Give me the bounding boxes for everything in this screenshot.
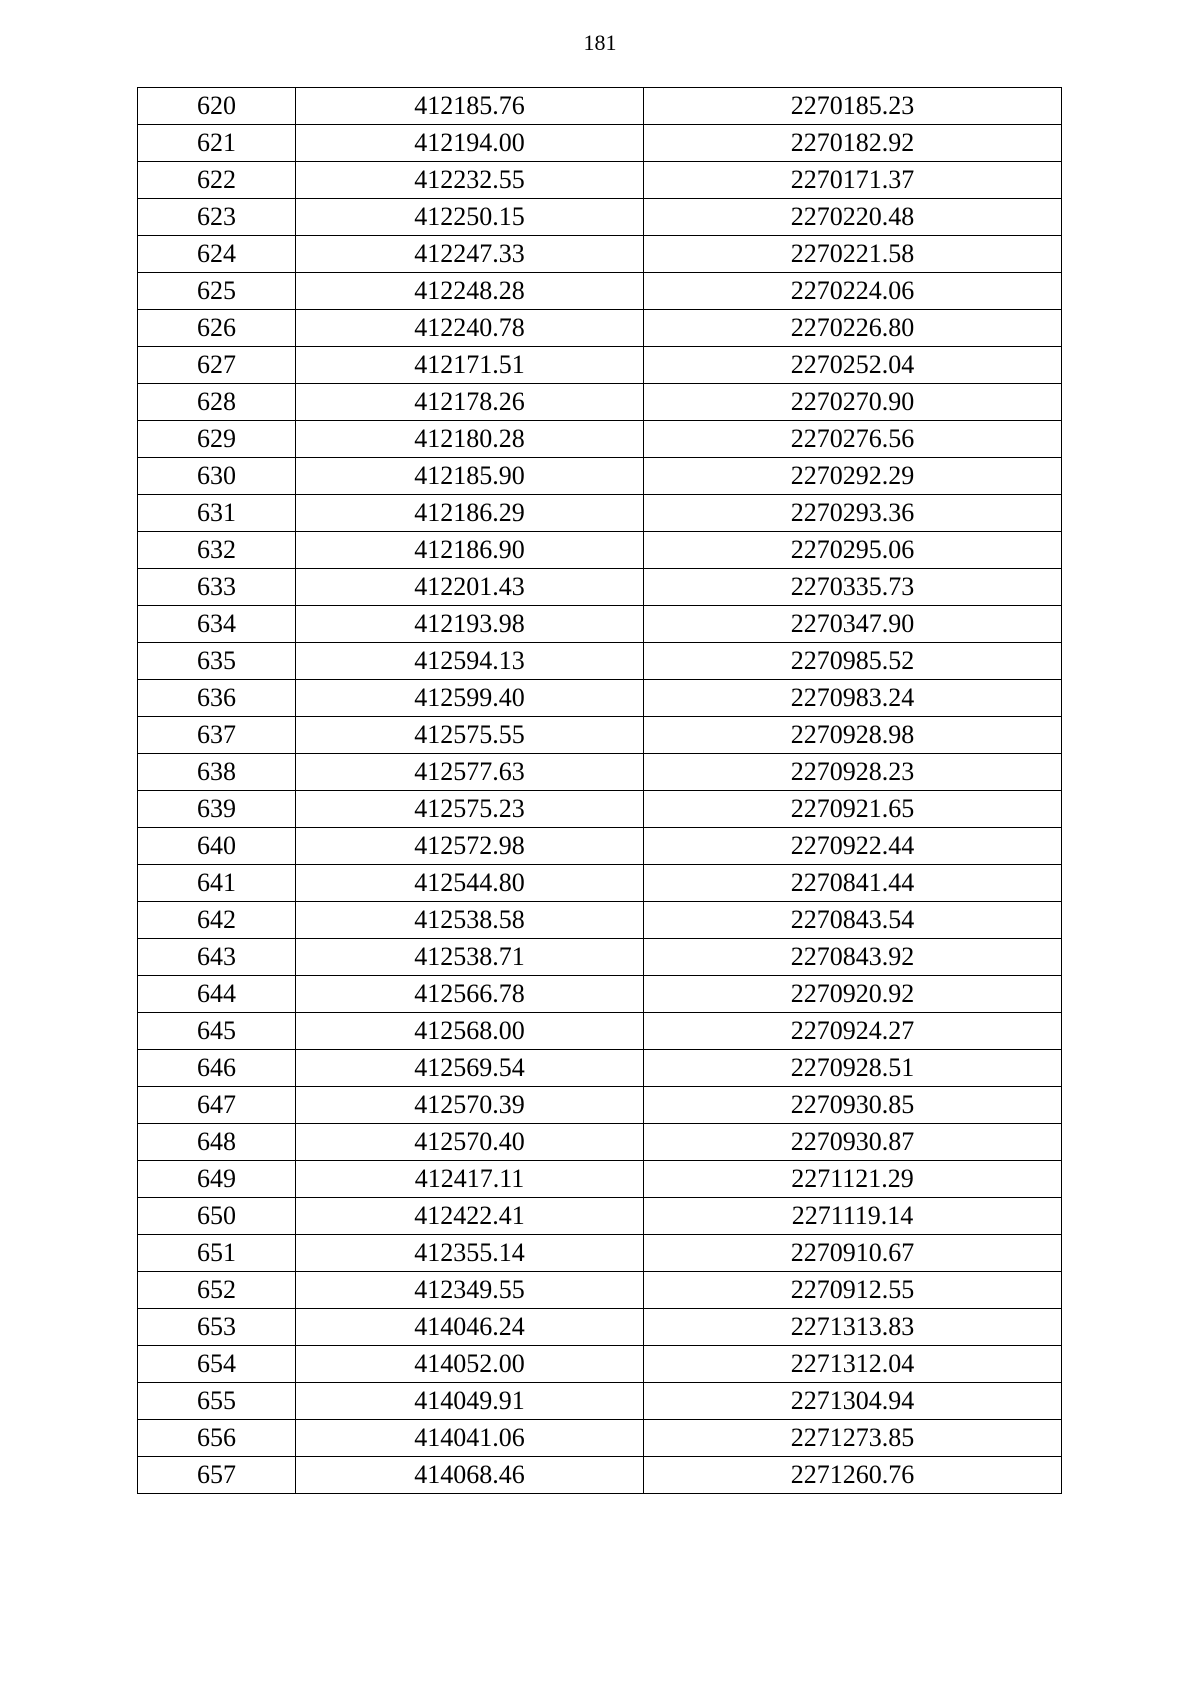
y-coordinate-cell: 2271121.29 — [644, 1161, 1062, 1198]
table-row — [138, 532, 1062, 569]
point-number-cell: 636 — [138, 680, 296, 717]
table-row — [138, 273, 1062, 310]
coordinates-table — [137, 87, 1062, 1494]
y-coordinate-cell: 2270924.27 — [644, 1013, 1062, 1050]
table-row — [138, 1457, 1062, 1494]
x-coordinate-cell: 414046.24 — [296, 1309, 644, 1346]
table-row — [138, 1420, 1062, 1457]
table-row — [138, 1309, 1062, 1346]
y-coordinate-cell: 2270270.90 — [644, 384, 1062, 421]
point-number-cell: 628 — [138, 384, 296, 421]
x-coordinate-cell: 412575.55 — [296, 717, 644, 754]
y-coordinate-cell: 2270921.65 — [644, 791, 1062, 828]
y-coordinate-cell: 2270843.54 — [644, 902, 1062, 939]
table-row — [138, 902, 1062, 939]
y-coordinate-cell: 2270171.37 — [644, 162, 1062, 199]
point-number-cell: 641 — [138, 865, 296, 902]
x-coordinate-cell: 412201.43 — [296, 569, 644, 606]
point-number-cell: 656 — [138, 1420, 296, 1457]
table-row — [138, 1235, 1062, 1272]
point-number-cell: 645 — [138, 1013, 296, 1050]
x-coordinate-cell: 412577.63 — [296, 754, 644, 791]
x-coordinate-cell: 412538.71 — [296, 939, 644, 976]
point-number-cell: 634 — [138, 606, 296, 643]
y-coordinate-cell: 2270928.23 — [644, 754, 1062, 791]
x-coordinate-cell: 412247.33 — [296, 236, 644, 273]
point-number-cell: 621 — [138, 125, 296, 162]
y-coordinate-cell: 2270252.04 — [644, 347, 1062, 384]
y-coordinate-cell: 2270922.44 — [644, 828, 1062, 865]
y-coordinate-cell: 2270292.29 — [644, 458, 1062, 495]
y-coordinate-cell: 2271313.83 — [644, 1309, 1062, 1346]
x-coordinate-cell: 412232.55 — [296, 162, 644, 199]
table-row — [138, 125, 1062, 162]
y-coordinate-cell: 2270928.98 — [644, 717, 1062, 754]
point-number-cell: 643 — [138, 939, 296, 976]
y-coordinate-cell: 2270221.58 — [644, 236, 1062, 273]
y-coordinate-cell: 2270930.85 — [644, 1087, 1062, 1124]
point-number-cell: 635 — [138, 643, 296, 680]
x-coordinate-cell: 412570.40 — [296, 1124, 644, 1161]
x-coordinate-cell: 412171.51 — [296, 347, 644, 384]
point-number-cell: 639 — [138, 791, 296, 828]
point-number-cell: 631 — [138, 495, 296, 532]
y-coordinate-cell: 2270843.92 — [644, 939, 1062, 976]
x-coordinate-cell: 412572.98 — [296, 828, 644, 865]
y-coordinate-cell: 2270928.51 — [644, 1050, 1062, 1087]
point-number-cell: 633 — [138, 569, 296, 606]
y-coordinate-cell: 2270224.06 — [644, 273, 1062, 310]
table-row — [138, 236, 1062, 273]
page-number: 181 — [583, 30, 617, 55]
y-coordinate-cell: 2270293.36 — [644, 495, 1062, 532]
x-coordinate-cell: 412355.14 — [296, 1235, 644, 1272]
table-row — [138, 606, 1062, 643]
x-coordinate-cell: 414052.00 — [296, 1346, 644, 1383]
x-coordinate-cell: 414068.46 — [296, 1457, 644, 1494]
y-coordinate-cell: 2271260.76 — [644, 1457, 1062, 1494]
x-coordinate-cell: 412566.78 — [296, 976, 644, 1013]
table-row — [138, 1050, 1062, 1087]
point-number-cell: 627 — [138, 347, 296, 384]
table-row — [138, 1124, 1062, 1161]
point-number-cell: 648 — [138, 1124, 296, 1161]
x-coordinate-cell: 412594.13 — [296, 643, 644, 680]
point-number-cell: 640 — [138, 828, 296, 865]
point-number-cell: 655 — [138, 1383, 296, 1420]
y-coordinate-cell: 2270930.87 — [644, 1124, 1062, 1161]
y-coordinate-cell: 2271304.94 — [644, 1383, 1062, 1420]
table-row — [138, 976, 1062, 1013]
point-number-cell: 649 — [138, 1161, 296, 1198]
y-coordinate-cell: 2270220.48 — [644, 199, 1062, 236]
y-coordinate-cell: 2271312.04 — [644, 1346, 1062, 1383]
point-number-cell: 647 — [138, 1087, 296, 1124]
table-row — [138, 1013, 1062, 1050]
y-coordinate-cell: 2271119.14 — [644, 1198, 1062, 1235]
table-row — [138, 347, 1062, 384]
coordinates-table-body — [138, 88, 1062, 1494]
y-coordinate-cell: 2270182.92 — [644, 125, 1062, 162]
x-coordinate-cell: 412186.29 — [296, 495, 644, 532]
point-number-cell: 622 — [138, 162, 296, 199]
y-coordinate-cell: 2270347.90 — [644, 606, 1062, 643]
table-row — [138, 199, 1062, 236]
x-coordinate-cell: 412349.55 — [296, 1272, 644, 1309]
x-coordinate-cell: 412180.28 — [296, 421, 644, 458]
x-coordinate-cell: 412240.78 — [296, 310, 644, 347]
table-row — [138, 828, 1062, 865]
x-coordinate-cell: 414041.06 — [296, 1420, 644, 1457]
point-number-cell: 626 — [138, 310, 296, 347]
y-coordinate-cell: 2270276.56 — [644, 421, 1062, 458]
table-row — [138, 643, 1062, 680]
point-number-cell: 646 — [138, 1050, 296, 1087]
point-number-cell: 642 — [138, 902, 296, 939]
y-coordinate-cell: 2270841.44 — [644, 865, 1062, 902]
y-coordinate-cell: 2270185.23 — [644, 88, 1062, 125]
point-number-cell: 623 — [138, 199, 296, 236]
point-number-cell: 657 — [138, 1457, 296, 1494]
y-coordinate-cell: 2270985.52 — [644, 643, 1062, 680]
x-coordinate-cell: 412178.26 — [296, 384, 644, 421]
table-row — [138, 569, 1062, 606]
point-number-cell: 624 — [138, 236, 296, 273]
table-row — [138, 162, 1062, 199]
table-row — [138, 1198, 1062, 1235]
point-number-cell: 644 — [138, 976, 296, 1013]
x-coordinate-cell: 412417.11 — [296, 1161, 644, 1198]
table-row — [138, 384, 1062, 421]
point-number-cell: 620 — [138, 88, 296, 125]
point-number-cell: 637 — [138, 717, 296, 754]
y-coordinate-cell: 2270226.80 — [644, 310, 1062, 347]
table-row — [138, 310, 1062, 347]
point-number-cell: 629 — [138, 421, 296, 458]
x-coordinate-cell: 412599.40 — [296, 680, 644, 717]
y-coordinate-cell: 2270335.73 — [644, 569, 1062, 606]
x-coordinate-cell: 412569.54 — [296, 1050, 644, 1087]
table-row — [138, 1272, 1062, 1309]
x-coordinate-cell: 412185.90 — [296, 458, 644, 495]
x-coordinate-cell: 412538.58 — [296, 902, 644, 939]
table-row — [138, 495, 1062, 532]
table-row — [138, 421, 1062, 458]
point-number-cell: 652 — [138, 1272, 296, 1309]
x-coordinate-cell: 412250.15 — [296, 199, 644, 236]
x-coordinate-cell: 412193.98 — [296, 606, 644, 643]
table-row — [138, 791, 1062, 828]
x-coordinate-cell: 412570.39 — [296, 1087, 644, 1124]
x-coordinate-cell: 412186.90 — [296, 532, 644, 569]
y-coordinate-cell: 2270983.24 — [644, 680, 1062, 717]
x-coordinate-cell: 412194.00 — [296, 125, 644, 162]
x-coordinate-cell: 412568.00 — [296, 1013, 644, 1050]
point-number-cell: 632 — [138, 532, 296, 569]
x-coordinate-cell: 412185.76 — [296, 88, 644, 125]
table-row — [138, 865, 1062, 902]
x-coordinate-cell: 414049.91 — [296, 1383, 644, 1420]
y-coordinate-cell: 2270912.55 — [644, 1272, 1062, 1309]
point-number-cell: 638 — [138, 754, 296, 791]
point-number-cell: 625 — [138, 273, 296, 310]
y-coordinate-cell: 2270910.67 — [644, 1235, 1062, 1272]
table-row — [138, 754, 1062, 791]
x-coordinate-cell: 412544.80 — [296, 865, 644, 902]
x-coordinate-cell: 412422.41 — [296, 1198, 644, 1235]
x-coordinate-cell: 412575.23 — [296, 791, 644, 828]
point-number-cell: 654 — [138, 1346, 296, 1383]
y-coordinate-cell: 2270920.92 — [644, 976, 1062, 1013]
table-row — [138, 88, 1062, 125]
table-row — [138, 1346, 1062, 1383]
table-row — [138, 1383, 1062, 1420]
y-coordinate-cell: 2271273.85 — [644, 1420, 1062, 1457]
table-row — [138, 458, 1062, 495]
point-number-cell: 650 — [138, 1198, 296, 1235]
table-row — [138, 717, 1062, 754]
point-number-cell: 630 — [138, 458, 296, 495]
table-row — [138, 1087, 1062, 1124]
table-row — [138, 680, 1062, 717]
x-coordinate-cell: 412248.28 — [296, 273, 644, 310]
table-row — [138, 1161, 1062, 1198]
y-coordinate-cell: 2270295.06 — [644, 532, 1062, 569]
point-number-cell: 653 — [138, 1309, 296, 1346]
table-row — [138, 939, 1062, 976]
point-number-cell: 651 — [138, 1235, 296, 1272]
